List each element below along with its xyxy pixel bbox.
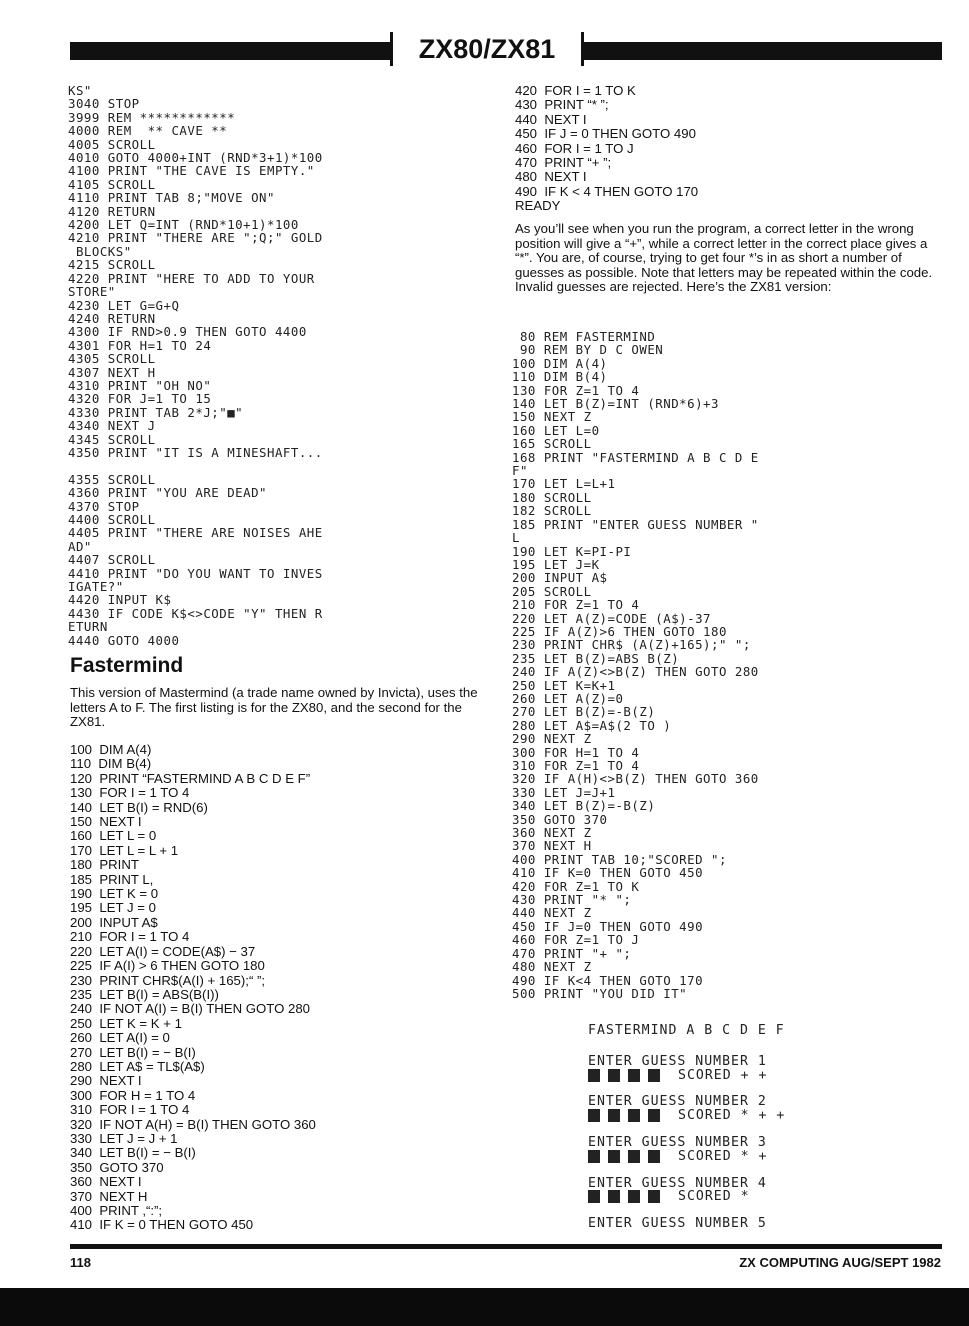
guess-letter-blocks [588,1069,660,1083]
code-line: 4120 RETURN [68,203,156,219]
output-score: SCORED * + + [678,1108,786,1124]
code-line: 250 LET K=K+1 [512,677,616,693]
code-line: 190 LET K=PI-PI [512,543,632,559]
code-line: 4010 GOTO 4000+INT (RND*3+1)*100 [68,150,323,166]
code-line: 160 LET L = 0 [70,828,157,844]
code-line: 310 FOR Z=1 TO 4 [512,758,640,773]
code-line: 360 NEXT I [70,1174,142,1190]
code-line: AD" [68,538,92,554]
code-line: 200 INPUT A$ [512,570,608,586]
code-line: 4110 PRINT TAB 8;"MOVE ON" [68,190,275,206]
code-line: L [512,530,520,546]
code-line: 410 IF K=0 THEN GOTO 450 [512,865,704,881]
code-line: ETURN [68,619,108,635]
code-line: 470 PRINT "+ "; [512,945,632,961]
code-line: 270 LET B(I) = − B(I) [70,1044,196,1060]
inverse-letter-block [588,1109,600,1122]
code-line: 370 NEXT H [512,838,592,854]
section-intro: This version of Mastermind (a trade name owned by Invicta), uses the letters A to F. The first listing is for the ZX80, and the second for the ZX81. [70,685,478,730]
code-line: 4215 SCROLL [68,257,156,273]
code-line: 410 IF K = 0 THEN GOTO 450 [70,1217,254,1233]
code-line: 4410 PRINT "DO YOU WANT TO INVES [68,565,323,581]
code-line: 100 DIM A(4) [70,742,152,757]
code-line: 490 IF K<4 THEN GOTO 170 [512,972,704,988]
zx80-listing [70,743,500,1233]
code-line: 4345 SCROLL [68,431,156,447]
code-line: 400 PRINT ,“:”; [70,1203,163,1218]
code-line: 360 NEXT Z [512,825,592,841]
output-score-row [588,1150,928,1164]
code-line: 130 FOR I = 1 TO 4 [70,785,190,801]
code-line: 450 IF J=0 THEN GOTO 490 [512,918,704,934]
code-line: 460 FOR Z=1 TO J [512,932,640,948]
cave-listing-zx81 [68,84,498,647]
code-line: 290 NEXT I [70,1073,142,1089]
footer-rule [70,1244,942,1249]
code-line: 170 LET L = L + 1 [70,842,179,858]
code-line: IGATE?" [68,579,124,595]
code-line: 150 NEXT Z [512,409,592,425]
code-line: 430 PRINT "* "; [512,892,632,908]
code-line: 4000 REM ** CAVE ** [68,123,228,139]
code-line: 4400 SCROLL [68,512,156,527]
code-line: 340 LET B(Z)=-B(Z) [512,798,656,814]
code-line: 3040 STOP [68,96,140,112]
zx81-listing [512,330,952,1000]
code-line: 4370 STOP [68,498,140,514]
code-line: 480 NEXT I [515,169,587,185]
inverse-letter-block [608,1190,620,1203]
code-line: 110 DIM B(4) [512,369,608,385]
inverse-letter-block [588,1190,600,1203]
output-last-line: ENTER GUESS NUMBER 5 [588,1216,767,1232]
section-heading: Fastermind [70,654,184,677]
inverse-letter-block [648,1190,660,1203]
inverse-letter-block [648,1150,660,1163]
code-line: 470 PRINT “+ ”; [515,155,612,171]
code-line: 4340 NEXT J [68,418,156,434]
code-line: 4320 FOR J=1 TO 15 [68,391,212,407]
inverse-letter-block [648,1109,660,1122]
code-line: 280 LET A$ = TL$(A$) [70,1058,205,1074]
code-line: 195 LET J=K [512,556,600,572]
code-line: 200 INPUT A$ [70,914,158,930]
code-line: 190 LET K = 0 [70,886,159,902]
code-line: 4420 INPUT K$ [68,592,172,608]
output-score-row [588,1190,928,1204]
page-number: 118 [70,1255,91,1270]
code-line: 205 SCROLL [512,583,592,599]
code-line: 250 LET K = K + 1 [70,1015,182,1031]
inverse-letter-block [628,1109,640,1122]
inverse-letter-block [628,1069,640,1082]
explanation-paragraph: As you’ll see when you run the program, a correct letter in the wrong position will give a “+”, while a correct letter in the correct place gives a “*”. You are, of course, trying to get four *’s in as short a number of guesses as possible. Note that letters may be repeated within the code. Invalid guesses are rejected. Here’s the ZX81 version: [515,221,933,295]
code-line: 240 IF A(Z)<>B(Z) THEN GOTO 280 [512,664,759,680]
code-line: 225 IF A(Z)>6 THEN GOTO 180 [512,623,727,639]
sample-output [588,1024,928,1231]
code-line: 4240 RETURN [68,310,156,326]
guess-letter-blocks [588,1190,660,1204]
code-line: 330 LET J = J + 1 [70,1130,178,1146]
code-line: 280 LET A$=A$(2 TO ) [512,717,672,733]
code-line: 120 PRINT “FASTERMIND A B C D E F” [70,770,311,786]
code-line: F" [512,463,528,479]
code-line: READY [515,198,561,214]
code-line: 130 FOR Z=1 TO 4 [512,382,640,398]
code-line: 490 IF K < 4 THEN GOTO 170 [515,183,699,199]
output-score-row [588,1109,928,1123]
code-line: 90 REM BY D C OWEN [512,342,664,358]
code-line: 4440 GOTO 4000 [68,632,180,648]
code-line: 210 FOR I = 1 TO 4 [70,929,190,945]
code-line: 4330 PRINT TAB 2*J;"■" [68,404,244,420]
code-line: 185 PRINT L, [70,871,154,887]
code-line: 400 PRINT TAB 10;"SCORED "; [512,851,727,867]
code-line: 370 NEXT H [70,1188,148,1204]
code-line: 260 LET A(I) = 0 [70,1030,170,1046]
code-line: 235 LET B(Z)=ABS B(Z) [512,650,680,666]
code-line: 230 PRINT CHR$ (A(Z)+165);" "; [512,637,751,653]
code-line: 460 FOR I = 1 TO J [515,140,634,156]
inverse-letter-block [608,1109,620,1122]
code-line: 230 PRINT CHR$(A(I) + 165);“ ”; [70,972,266,988]
code-line: 3999 REM ************ [68,109,236,125]
code-line: 340 LET B(I) = − B(I) [70,1145,196,1161]
output-score: SCORED + + [678,1067,768,1083]
code-line: 4200 LET Q=INT (RND*10+1)*100 [68,217,299,233]
output-guess-line: ENTER GUESS NUMBER 2 [588,1094,767,1110]
code-line: 320 IF NOT A(H) = B(I) THEN GOTO 360 [70,1116,316,1132]
code-line: 220 LET A(Z)=CODE (A$)-37 [512,610,711,626]
code-line: 180 PRINT [70,857,139,873]
code-line: 110 DIM B(4) [70,756,152,772]
code-line: 4300 IF RND>0.9 THEN GOTO 4400 [68,324,307,340]
code-line: 4310 PRINT "OH NO" [68,377,212,393]
code-line: 4407 SCROLL [68,552,156,568]
code-line: 4350 PRINT "IT IS A MINESHAFT... [68,444,323,460]
code-line: 4355 SCROLL [68,471,156,487]
code-line: 182 SCROLL [512,503,592,519]
code-line: KS" [68,83,92,98]
inverse-letter-block [608,1150,620,1163]
code-line: 350 GOTO 370 [70,1159,164,1175]
inverse-letter-block [628,1150,640,1163]
code-line: 260 LET A(Z)=0 [512,690,624,706]
code-line: 100 DIM A(4) [512,355,608,371]
output-rounds [588,1055,928,1204]
code-line: STORE" [68,284,116,300]
code-line: 4105 SCROLL [68,176,156,192]
code-line: 4005 SCROLL [68,136,156,152]
output-title: FASTERMIND A B C D E F [588,1023,785,1038]
code-line: 310 FOR I = 1 TO 4 [70,1102,190,1118]
code-line: 4100 PRINT "THE CAVE IS EMPTY." [68,163,315,179]
code-line: 210 FOR Z=1 TO 4 [512,597,640,613]
code-line: 165 SCROLL [512,436,592,452]
code-line: BLOCKS" [68,243,132,259]
code-line: 4210 PRINT "THERE ARE ";Q;" GOLD [68,230,323,246]
code-line: 290 NEXT Z [512,731,592,747]
code-line: 4220 PRINT "HERE TO ADD TO YOUR [68,270,315,286]
code-line: 235 LET B(I) = ABS(B(I)) [70,986,219,1002]
code-line [68,459,498,472]
output-guess-line: ENTER GUESS NUMBER 3 [588,1134,767,1150]
inverse-letter-block [608,1069,620,1082]
publication-line: ZX COMPUTING AUG/SEPT 1982 [739,1255,941,1270]
code-line: 4230 LET G=G+Q [68,297,180,313]
code-line: 350 GOTO 370 [512,811,608,827]
inverse-letter-block [648,1069,660,1082]
code-line: 195 LET J = 0 [70,900,156,916]
code-line: 420 FOR I = 1 TO K [515,83,636,98]
output-score: SCORED * + [678,1148,768,1164]
code-line: 140 LET B(Z)=INT (RND*6)+3 [512,396,719,412]
guess-letter-blocks [588,1109,660,1123]
code-line: 4301 FOR H=1 TO 24 [68,337,212,353]
code-line: 80 REM FASTERMIND [512,329,656,344]
code-line: 4405 PRINT "THERE ARE NOISES AHE [68,525,323,541]
code-line: 170 LET L=L+1 [512,476,616,492]
code-line: 150 NEXT I [70,814,142,830]
code-line: 160 LET L=0 [512,422,600,438]
code-line: 430 PRINT “* ”; [515,97,609,113]
code-line: 4360 PRINT "YOU ARE DEAD" [68,485,267,501]
code-line: 500 PRINT "YOU DID IT" [512,985,688,1001]
output-guess-line: ENTER GUESS NUMBER 4 [588,1175,767,1191]
code-line: 450 IF J = 0 THEN GOTO 490 [515,126,696,142]
code-line: 4430 IF CODE K$<>CODE "Y" THEN R [68,605,323,621]
code-line: 420 FOR Z=1 TO K [512,878,640,894]
code-line: 240 IF NOT A(I) = B(I) THEN GOTO 280 [70,1001,311,1017]
code-line: 480 NEXT Z [512,959,592,975]
inverse-letter-block [628,1190,640,1203]
zx80-listing-continued [515,84,945,214]
code-line: 185 PRINT "ENTER GUESS NUMBER " [512,516,759,532]
inverse-letter-block [588,1150,600,1163]
output-score: SCORED * [678,1189,750,1205]
code-line: 180 SCROLL [512,489,592,505]
code-line: 270 LET B(Z)=-B(Z) [512,704,656,720]
code-line: 225 IF A(I) > 6 THEN GOTO 180 [70,958,265,974]
guess-letter-blocks [588,1150,660,1164]
scan-edge-shadow [0,1288,969,1326]
code-line: 300 FOR H = 1 TO 4 [70,1087,196,1103]
inverse-letter-block [588,1069,600,1082]
code-line: 168 PRINT "FASTERMIND A B C D E [512,449,759,465]
code-line: 140 LET B(I) = RND(6) [70,799,208,815]
code-line: 440 NEXT I [515,111,587,127]
page-title: ZX80/ZX81 [390,32,584,66]
code-line: 440 NEXT Z [512,905,592,921]
code-line: 330 LET J=J+1 [512,784,616,800]
output-score-row [588,1069,928,1083]
code-line: 4305 SCROLL [68,351,156,367]
code-line: 320 IF A(H)<>B(Z) THEN GOTO 360 [512,771,759,787]
code-line: 220 LET A(I) = CODE(A$) − 37 [70,943,256,959]
code-line: 4307 NEXT H [68,364,156,380]
code-line: 300 FOR H=1 TO 4 [512,744,640,760]
output-guess-line: ENTER GUESS NUMBER 1 [588,1053,767,1069]
